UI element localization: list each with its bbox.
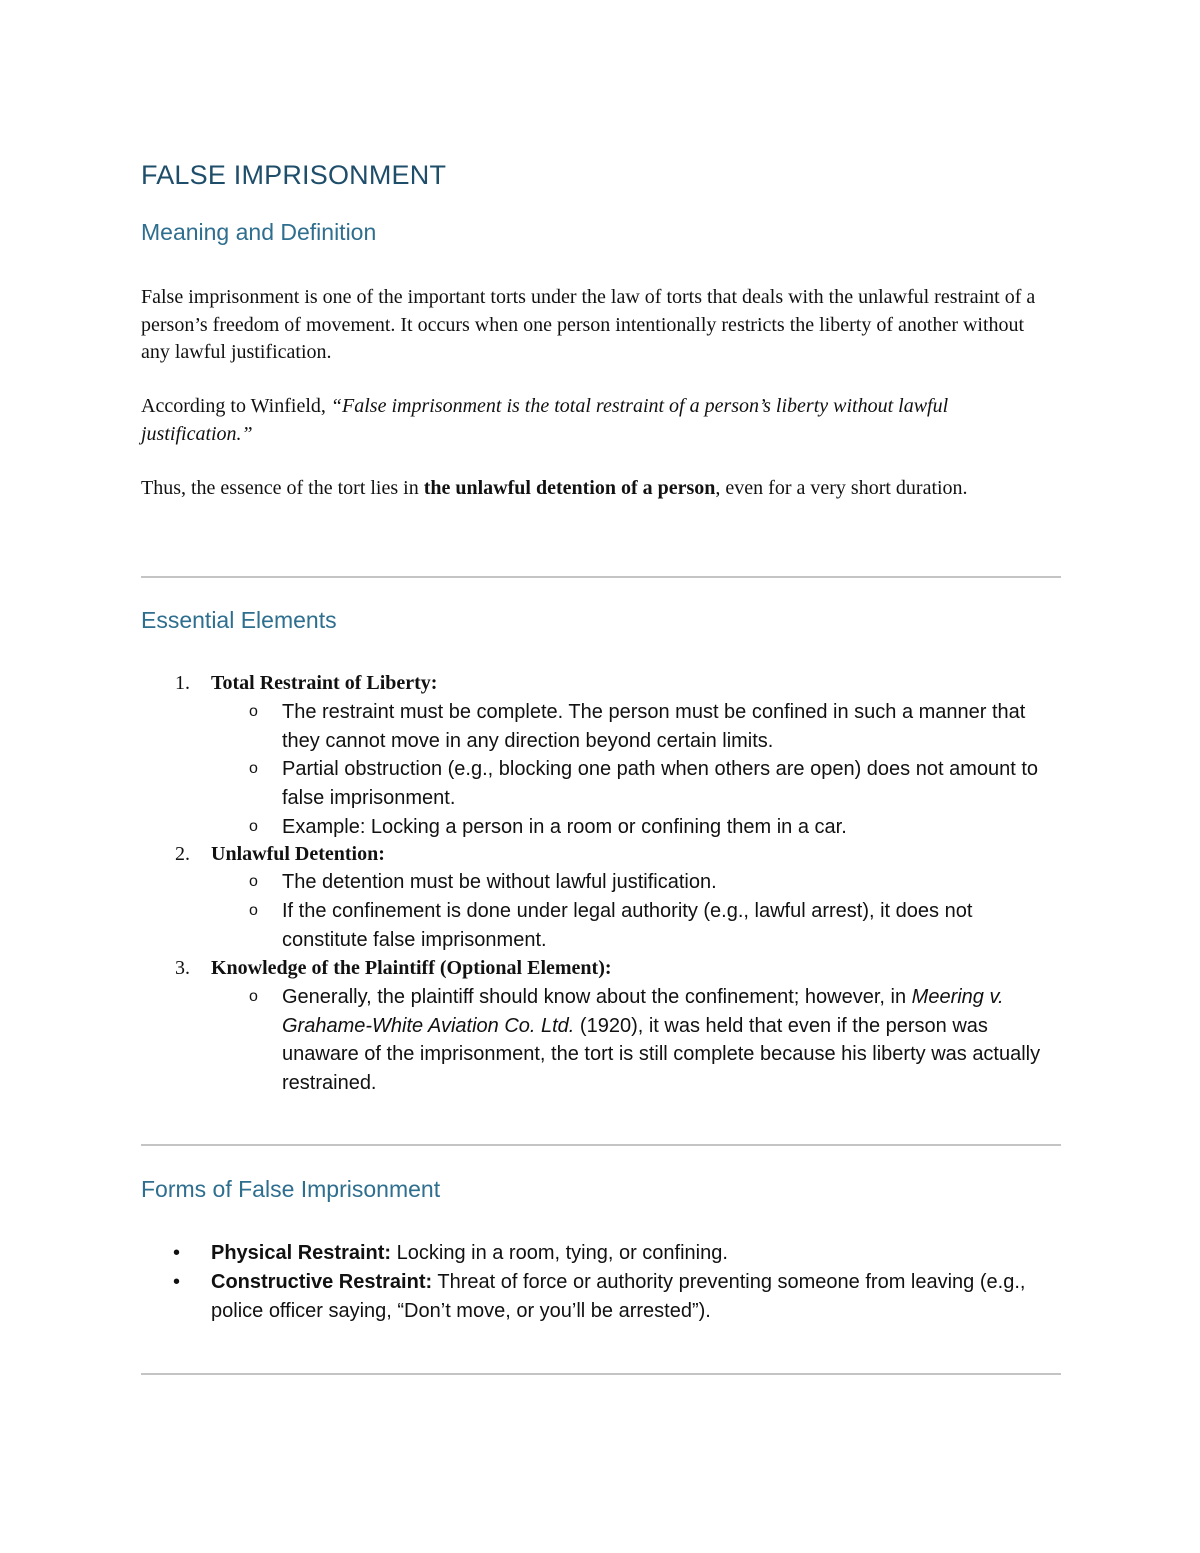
winfield-quote-paragraph — [141, 393, 1041, 448]
sub-bullet-text — [282, 983, 1049, 1097]
sub-bullet-text: Partial obstruction (e.g., blocking one path when others are open) does not amount to false imprisonment. — [282, 758, 1039, 809]
sub-bullet-item — [249, 813, 1049, 842]
form-list-item — [173, 1268, 1033, 1325]
document-title: FALSE IMPRISONMENT — [141, 160, 447, 190]
winfield-prefix: According to Winfield, — [141, 395, 331, 417]
sub-bullet-item — [249, 755, 1049, 812]
sub-bullet-item — [249, 698, 1049, 755]
element-label: Unlawful Detention: — [211, 843, 385, 865]
definition-paragraph: False imprisonment is one of the important torts under the law of torts that deals with the unlawful restraint of a person’s freedom of movement. It occurs when one person intentionally restricts the liberty of another without any lawful justification. — [141, 286, 1036, 363]
case-prefix: Generally, the plaintiff should know about the confinement; however, in — [282, 986, 912, 1008]
sub-bullet-text: If the confinement is done under legal authority (e.g., lawful arrest), it does not constitute false imprisonment. — [282, 900, 973, 951]
sub-bullet-item — [249, 983, 1049, 1097]
circle-bullet-icon: o — [249, 988, 258, 1005]
form-text — [211, 1268, 1033, 1325]
element-label: Total Restraint of Liberty: — [211, 672, 438, 694]
sub-bullet-text: Example: Locking a person in a room or confining them in a car. — [282, 816, 847, 838]
form-text — [211, 1239, 1033, 1268]
winfield-quote: “False imprisonment is the total restraint of a person’s liberty without lawful justification.” — [141, 395, 949, 445]
essence-paragraph — [141, 475, 1041, 503]
section-heading-meaning: Meaning and Definition — [141, 219, 377, 245]
essence-prefix: Thus, the essence of the tort lies in — [141, 477, 424, 499]
form-label: Constructive Restraint: — [211, 1271, 433, 1293]
case-name: Meering v. Grahame-White Aviation Co. Ltd. — [282, 986, 1004, 1037]
circle-bullet-icon: o — [249, 818, 258, 835]
circle-bullet-icon: o — [249, 760, 258, 777]
form-list-item — [173, 1239, 1033, 1268]
sub-bullet-text: The restraint must be complete. The person must be confined in such a manner that they cannot move in any direction beyond certain limits. — [282, 701, 1026, 752]
section-heading-elements: Essential Elements — [141, 607, 337, 633]
section-divider — [141, 1144, 1061, 1146]
essence-bold: the unlawful detention of a person — [423, 477, 716, 499]
form-label: Physical Restraint: — [211, 1242, 392, 1264]
element-label: Knowledge of the Plaintiff (Optional Element): — [211, 957, 612, 979]
circle-bullet-icon: o — [249, 902, 258, 919]
element-number: 1. — [175, 672, 190, 694]
section-divider — [141, 1373, 1061, 1375]
sub-bullet-item — [249, 897, 1049, 954]
form-description: Threat of force or authority preventing someone from leaving (e.g., police officer saying, “Don’t move, or you’ll be arrested”). — [211, 1271, 1026, 1322]
case-suffix: (1920), it was held that even if the person was unaware of the imprisonment, the tort is still complete because his liberty was actually restrained. — [282, 1014, 1041, 1094]
sub-bullet-text: The detention must be without lawful justification. — [282, 871, 717, 893]
element-number: 3. — [175, 957, 190, 979]
sub-bullet-item — [249, 868, 1049, 897]
circle-bullet-icon: o — [249, 703, 258, 720]
form-description: Locking in a room, tying, or confining. — [391, 1242, 728, 1264]
bullet-icon: • — [173, 1242, 181, 1264]
essence-suffix: , even for a very short duration. — [715, 477, 968, 499]
element-number: 2. — [175, 843, 190, 865]
bullet-icon: • — [173, 1271, 181, 1293]
section-divider — [141, 576, 1061, 578]
circle-bullet-icon: o — [249, 873, 258, 890]
section-heading-forms: Forms of False Imprisonment — [141, 1176, 441, 1202]
